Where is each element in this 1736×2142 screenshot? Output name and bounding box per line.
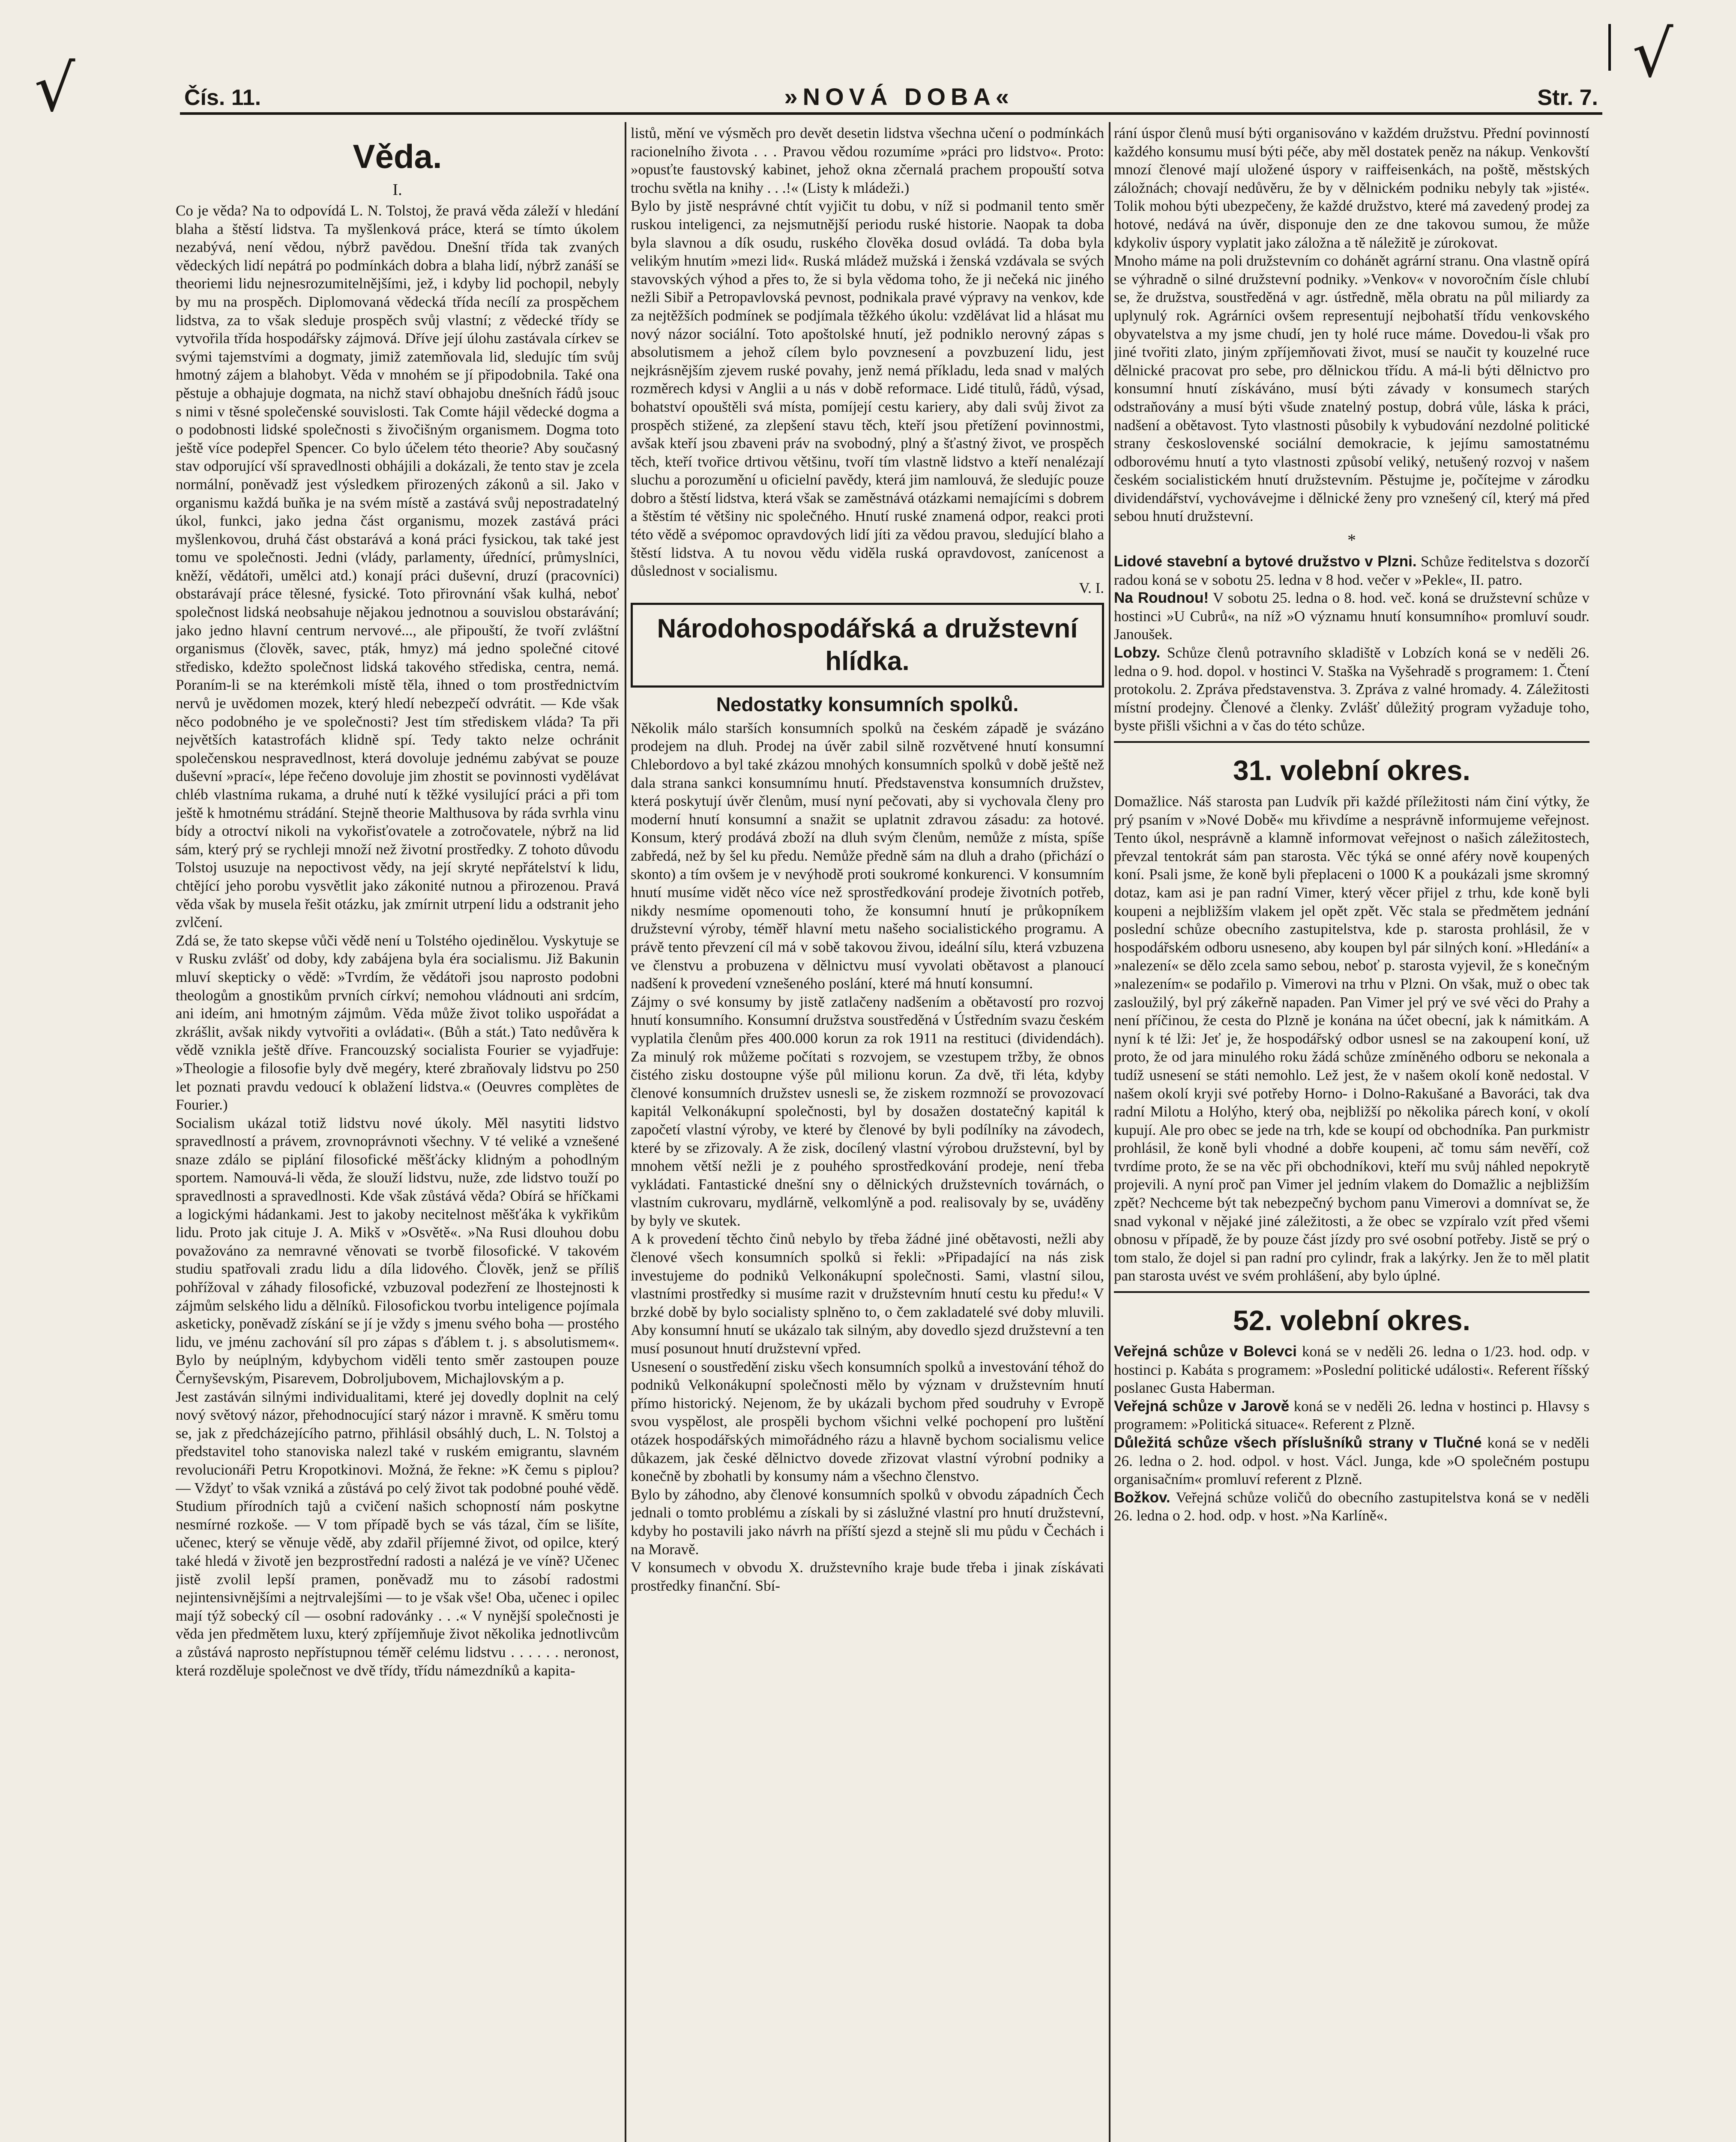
article-signature: V. I. [1079,579,1104,596]
notice-lead: Božkov. [1114,1489,1170,1506]
section-title: Národohospodářská a družstevní hlídka. [657,613,1078,676]
paragraph: Co je věda? Na to odpovídá L. N. Tolstoj, že pravá věda záleží v hledání blaha a štěstí lidstva. Ta myšlenková práce, která se tímto úkolem nezabývá, není vědou, nýbrž pavědou. Dnešní třída tak zvaných vědeckých lidí nepátrá po podmínkách dobra a blaha lidí, nýbrž zanáší se theoriemi lidu nejnesrozumitelnějšími, jež, i kdyby lid pochopil, nebyly by mu na prospěch. Diplomovaná vědecká třída necílí za prospěchem lidstva, za to však sleduje prospěch svůj vlastní; z vědecké třídy se vytvořila třída hospodářsky zájmová. Dříve její úlohu zastávala církev se svými tajemstvími a dogmaty, jimiž zatemňovala lid, sledujíc tím svůj hmotný zájem a blahobyt. Věda v mnohém se jí připodobnila. Také ona pěstuje a obhajuje dogmata, na nichž staví obhajobu dnešních řádů jsouc s nimi v těsné společenské souvislosti. Tak Comte hájil vědecké dogma a o podobnosti lidské společnosti s živočišným organismem. Dogma toto ještě více podepřel Spencer. Co bylo účelem této theorie? Aby současný stav odporující vší spravedlnosti obhájili a dokázali, že tento stav je zcela normální, poněvadž jest výsledkem přirozených zákonů a sil. Jako v organismu každá buňka je na svém místě a zastává svůj nepostradatelný úkol, funkci, jako jedna část organismu, mozek zastává práci myšlenkovou, druhá část obstarává a koná práci fysickou, tak také jest tomu ve společnosti. Jedni (vlády, parlamenty, úřednící, průmyslníci, kněží, vědátoři, umělci atd.) konají práci duševní, druzí (pracovníci) obstarávají práce tělesné, fysické. Toto přirovnání však kulhá, neboť společnost lidská neobsahuje nějakou jednotnou a souvislou obstarávání; jako jedno hlavní centrum nervové..., ale připouští, že tvoří zvláštní organismus (člověk, savec, pták, hmyz) má jedno společné citové středisko, kdežto společnost lidská takového střediska, centra, nemá. Poraním-li se na kterémkoli místě těla, ihned o tom prostřednictvím nervů je uvědomen mozek, který hledí nebezpečí odvrátit. — Kde však něco podobného je ve společnosti? Jest tím střediskem vláda? Ta při největších katastrofách klidně spí. Tedy takto nelze ochránit společenskou nespravedlnost, která dovoluje jednému zabývat se pouze duševní »prací«, lépe řečeno dovoluje jim zhostit se povinnosti vydělávat chléb vlastníma rukama, a druhé nutí k těžké vysilující práci a při tom ještě k hmotnému strádání. Stejně theorie Malthusova by ráda svrhla vinu bídy a otroctví nikoli na vykořisťovatele a zotročovatele, nýbrž na lid sám, který prý se rychleji množí než životní prostředky. Z tohoto důvodu Tolstoj usuzuje na nepoctivost vědy, na její skryté nepřátelství k lidu, chtějící jeho porobu vysvětlit jako zákonité nutnou a přirozenou. Pravá věda však by musela řešit otázku, jak zmírnit utrpení lidu a odstranit jeho zvlčení. [176,202,619,931]
section-box [631,603,1104,688]
notice-text: koná se v neděli 26. ledna v hostinci p. Hlavsy s programem: »Politická situace«. Referent z Plzně. [1114,1397,1589,1433]
notice-lead: Na Roudnou! [1114,589,1209,607]
column-divider-1 [625,122,626,2142]
notice [1114,1434,1589,1489]
section-separator: * [1347,530,1356,550]
notice-lead: Lobzy. [1114,644,1161,661]
article-subtitle: Nedostatky konsumních spolků. [716,693,1019,715]
notice [1114,1397,1589,1434]
paragraph: Bylo by záhodno, aby členové konsumních spolků v obvodu západních Čech jednali o tomto problému a získali by si záslužné vlastní pro hnutí družstevní, kdyby ho postavili jako návrh na příští sjezd a stejně sli mu půdu v Čechách i na Moravě. [631,1486,1104,1558]
paragraph: V konsumech v obvodu X. družstevního kraje bude třeba i jinak získávati prostředky finanční. Sbí- [631,1559,1104,1594]
notice-text: koná se v neděli 26. ledna o 1/23. hod. odp. v hostinci p. Kabáta s programem: »Poslední politické události«. Referent říšský poslanec Gusta Haberman. [1114,1343,1589,1397]
paragraph: Zájmy o své konsumy by jistě zatlačeny nadšením a obětavostí pro rozvoj hnutí konsumního. Konsumní družstva soustředěná v Ústředním svazu českém vyplatila členům přes 400.000 korun za rok 1911 na restituci (dividendách). Za minulý rok můžeme počítati s rozvojem, se vzestupem tržby, že obnos čistého zisku dostoupne výše půl milionu korun. Za dvě, tři léta, kdyby členové konsumních družstev usnesli se, že ziskem rozmnoží se provozovací kapitál Velkonákupní společnosti, byl by dosažen dostatečný kapitál k započetí vlastní výroby, ve které by členové by byli podílníky na závodech, které by se zřizovaly. A že zisk, docílený vlastní výrobou družstevní, byl by mnohem větší nežli je z pouhého sprostředkování prodeje, není třeba vykládati. Fantastické dnešní sny o dělnických družstevních továrnách, o vlastním cukrovaru, mydlárně, velkomlýně a pod. realisovaly by se, uváděny by byly ve skutek. [631,993,1104,1229]
right-check-mark: √ [1632,17,1673,92]
newspaper-title: »NOVÁ DOBA« [784,83,1015,110]
paragraph: Socialism ukázal totiž lidstvu nové úkoly. Měl nasytiti lidstvo spravedlností a právem, zrovnoprávnoti všechny. V té veliké a vznešené snaze zdálo se piplání filosofické měšťácky klidným a pohodlným sportem. Namouvá-li věda, že slouží lidstvu, nuže, zde lidstvo touží po spravedlnosti a spravedlnosti. Kde však zůstává věda? Obírá se hříčkami a logickými hádankami. Jest to jakoby necitelnost měšťáka k vykřikům lidu. Proto jak cituje J. A. Mikš v »Osvětě«. »Na Rusi dlouhou dobu považováno za nemravné věnovati se tvorbě filosofické. V takovém studiu spatřovali zradu lidu a díla lidového. Člověk, jenž se příliš pohřížoval v záhady filosofické, vzbuzoval podezření ze lhostejnosti k zájmům selského lidu a dělníků. Filosofickou tvorbu inteligence pojímala asketicky, poněvadž získání se jí je vždy s jmenu svého boha — prostého lidu, ve jménu zachování síl pro zápas s ďáblem t. j. s absolutismem«. Bylo by neúplným, kdybychom viděli tento směr zastoupen pouze Černyševským, Pisarevem, Dobroljubovem, Michajlovským a p. [176,1114,619,1387]
notice-lead: Lidové stavební a bytové družstvo v Plzni. [1114,553,1417,570]
article-part: I. [392,181,402,199]
notice-lead: Veřejná schůze v Bolevci [1114,1343,1297,1360]
header-rule [180,112,1602,115]
notice [1114,1343,1589,1397]
issue-number: Čís. 11. [184,85,261,110]
section-rule [1114,741,1589,743]
left-check-mark: √ [34,51,75,126]
section-heading: 31. volební okres. [1233,754,1470,786]
section-heading: 52. volební okres. [1233,1304,1470,1337]
paragraph: listů, mění ve výsměch pro devět desetin lidstva všechna učení o podmínkách racionelního života . . . Pravou vědou rozumíme »práci pro lidstvo«. Proto: »opusťte faustovský kabinet, jehož okna zčernalá prachem propouští sotva trochu světla na knihy . . .!« (Listy k mládeži.) [631,125,1104,196]
article-title: Věda. [353,138,442,175]
notice [1114,1489,1589,1525]
notice [1114,553,1589,589]
column-2 [631,124,1104,2142]
notice-lead: Veřejná schůze v Jarově [1114,1397,1290,1415]
right-margin-stroke: | [1604,14,1615,71]
section-rule [1114,1291,1589,1293]
notice-text: Schůze členů potravního skladiště v Lobzích koná se v neděli 26. ledna o 9. hod. dopol. v hostinci V. Staška na Vyšehradě s programem: 1. Čtení protokolu. 2. Zpráva představenstva. 3. Zpráva z valné hromady. 4. Záležitosti místní prodejny. Členové a členky. Zvlášť důležitý program vyžaduje toho, byste přišli všichni a v čas do této schůze. [1114,644,1589,734]
paragraph: rání úspor členů musí býti organisováno v každém družstvu. Přední povinností každého konsumu musí býti péče, aby měl dostatek peněz na nákup. Venkovští mnozí členové mají uložené úspory v raiffeisenkách, na poště, městských záložnách; chovají nedůvěru, že by v dělnickém podniku nebyly tak »jisté«. Tolik mohou býti ubezpečeny, že každé družstvo, které má zavedený prodej za hotové, nedává na úvěr, disponuje den ze dne takovou sumou, že může kdykoliv úspory vyplatit jako záložna a tě náležitě je zúrokovat. [1114,125,1589,251]
column-3 [1114,124,1589,2142]
notice-text: Schůze ředitelstva s dozorčí radou koná se v sobotu 25. ledna v 8 hod. večer v »Pekle«, II. patro. [1114,553,1589,588]
page-number: Str. 7. [1537,85,1598,110]
notice [1114,644,1589,735]
paragraph: Mnoho máme na poli družstevním co dohánět agrární stranu. Ona vlastně opírá se výhradně o silné družstevní podniky. »Venkov« v novoročním čísle chlubí se, že družstva, soustředěná v agr. ústředně, měla obratu na půl miliardy za uplynulý rok. Agrárníci ovšem representují nejbohatší třídu venkovského obyvatelstva a my jsme chudí, jen ty holé ruce máme. Dovedou-li však pro jiné tvořiti zlato, jiným zpříjemňovati život, musí se naučit ty kouzelné ruce dělnické pracovat pro sebe, pro dělnickou třídu. A má-li býti dělnictvo pro konsumní hnutí získáváno, musí býti závady v konsumech starých odstraňovány a musí býti všude znatelný postup, dobrá vůle, láska k práci, nadšení a obětavost. Tyto vlastnosti působily k vybudování nezdolné politické strany československé sociální demokracie, k jejímu samostatnému odborovému hnutí a tyto vlastnosti způsobí veliký, netušený rozvoj v našem českém socialistickém hnutí družstevním. Pěstujme je, počítejme v zárodku dividendářství, vychovávejme i dělnické ženy pro vznešený cíl, který má před sebou hnutí družstevní. [1114,252,1589,525]
paragraph: Zdá se, že tato skepse vůči vědě není u Tolstého ojedinělou. Vyskytuje se v Rusku zvlášť od doby, kdy zabájena byla éra socialismu. Již Bakunin mluví skepticky o vědě: »Tvrdím, že vědátoři jsou naprosto podobni theologům a gnostikům prvních církví; nemohou vládnouti ani srdcím, ani ideím, ani hmotným zájmům. Věda může život toliko uspořádat a zkrášlit, avšak nikdy vytvořiti a ovládati«. (Bůh a stát.) Tato nedůvěra k vědě vznikla ještě dříve. Francouzský socialista Fourier se vyjadřuje: »Theologie a filosofie byly dvě megéry, které zbraňovaly lidstvu po 250 let poznati pravdu vedoucí k oblažení lidstva.« (Oeuvres complètes de Fourier.) [176,932,619,1113]
notice-text: V sobotu 25. ledna o 8. hod. več. koná se družstevní schůze v hostinci »U Cubrů«, na níž »O významu hnutí konsumního« promluví soudr. Janoušek. [1114,589,1589,643]
notice [1114,589,1589,644]
column-1 [176,124,619,2142]
paragraph: A k provedení těchto činů nebylo by třeba žádné jiné obětavosti, nežli aby členové všech konsumních spolků si řekli: »Připadající na nás zisk investujeme do podniků Velkonákupní společnosti. Sami, vlastní silou, vlastními prostředky si musíme razit v družstevním hnutí cestu ku předu!« V brzké době by bylo socialisty splněno to, o čem zakladatelé své doby mluvili. Aby konsumní hnutí se ukázalo tak silným, aby dovedlo sjezd družstevní a ten musí posunout hnutí družstevní vpřed. [631,1230,1104,1357]
paragraph: Usnesení o soustředění zisku všech konsumních spolků a investování téhož do podniků Velkonákupní společnosti mělo by význam v družstevním hnutí přímo historický. Nejenom, že by ukázali bychom před soudruhy v Evropě svou vyspělost, ale prospěli bychom všichni velké pochopení pro luštění otázek hospodářských mimořádného rázu a hlavně bychom socialismu velice důkazem, jak české dělnictvo dovede zřizovat vlastní výrobní podniky a konečně by zbohatli by konsumy nám a všechno členstvo. [631,1358,1104,1485]
column-divider-2 [1109,122,1110,2142]
paragraph: Jest zastáván silnými individualitami, které jej dovedly doplnit na celý nový světový názor, přehodnocující starý názor i mravně. K směru tomu se, jak z předcházejícího patrno, přihlásil obsáhlý duch, L. N. Tolstoj a představitel toho stanoviska nalezl také v ruském emigrantu, slavném revolucionáři Petru Kropotkinovi. Možná, že řekne: »K čemu s piplou? — Vždyť to však vzniká a zůstává po celý život tak podobné pouhé vědě. Studium přírodních tajů a cvičení našich schopností nám poskytne nesmírné rozkoše. — V tom případě bych se vás tázal, čím se lišíte, učenec, který se věnuje vědě, aby zdařil příjemné život, od opilce, který také hledá v životě jen bezprostřední radosti a nalézá je ve víně? Učenec jistě zvolil lepší pramen, poněvadž mu to zásobí radostmi nejintensivnějšími a nejtrvalejšími — to je však vše! Oba, učenec i opilec mají týž sobecký cíl — osobní radovánky . . .« V nynější společnosti je věda jen předmětem luxu, který zpříjemňuje život několika jednotlivcům a zůstává naprosto nepřístupnou téměř celému lidstvu . . . . . . neronost, která rozděluje společnost ve dvě třídy, třídu námezdníků a kapita- [176,1388,619,1679]
paragraph: Několik málo starších konsumních spolků na českém západě je svázáno prodejem na dluh. Prodej na úvěr zabil silně rozvětvené hnutí konsumní Chlebordovo a byl také zkázou mnohých konsumních spolků v době ještě než dala strana sankci konsumnímu hnutí. Představenstva konsumních družstev, která poskytují úvěr členům, musí nyní pečovati, aby si vychovala členy pro moderní hnutí konsumní a snažit se uplatnit zdravou zásadu: za hotové. Konsum, který prodává zboží na dluh svým členům, nemůže z místa, spíše zabředá, než by šel ku předu. Nemůže předně sám na dluh a draho (přichází o skonto) a tím ovšem je v nevýhodě proti soukromé konkurenci. V konsumním hnutí musíme vidět něco více než sprostředkování prodeje životních potřeb, nikdy nesmíme opomenouti toho, že konsumní hnutí je průkopníkem družstevní výroby, téměř hlavní metu našeho socialistického programu. A právě tento převzení cíl má v sobě takovou živou, ideální sílu, která vzbuzena ve členstvu a probuzena v dělnictvu musí vyvolati obětavost a planoucí nadšení k provedení vznešeného poslání, které má hnutí konsumní. [631,719,1104,992]
page-header [184,81,1598,111]
paragraph: Domažlice. Náš starosta pan Ludvík při každé příležitosti nám činí výtky, že prý psaním v »Nové Době« mu křivdíme a nesprávně informujeme veřejnost. Tento úkol, nesprávně a klamně informovat veřejnost o našich záležitostech, převzal tentokrát sám pan starosta. Věc týká se onné aféry nově koupených koní. Psali jsme, že koně byli přeplaceni o 1000 K a poukázali jsme skromný dotaz, kam asi je pan radní Vimer, který věcer přijel z trhu, kde koně byli koupeni a nejbližším vlakem jel opět zpět. Věc stala se předmětem jednání poslední schůze obecního zastupitelstva, kde p. starosta prohlásil, že v hospodářském odboru usneseno, aby koupen byl pár silných koní. »Hledání« a »nalezení« se dělo zcela samo sebou, neboť p. starosta vyjevil, že s konečným »nalezením« se podařilo p. Vimerovi na trhu v Plzni. On však, muž o obec tak zasloužilý, byl prý zákeřně napaden. Pan Vimer jel prý ve své věci do Prahy a není příčinou, že cesta do Plzně je konána na účet obecní, jak k námitkám. A nyní k té lži: Jeť je, že hospodářský odbor usnesl se na zakoupení koní, už proto, že od jara minulého roku žádá schůze zmíněného odboru se nekonala a tudíž usnesení se státi nemohlo. Lež jest, že v našem okolí koně nedostal. V našem okolí kryji své potřeby Horno- i Dolno-Rakušané a Bavoráci, tak dva radní Milotu a Holýho, který oba, nejbližší po několika párech koní, v okolí kupují. Ale pro obec se jede na trh, kde se koupí od obchodníka. Pan purkmistr prohlásil, že koně byli vhodné a dobře koupeni, ač tomu sám nevěří, což tvrdíme proto, že se na věc při obchodníkovi, kteří mu svůj náhled nepokrytě projevili. A nyní proč pan Vimer jel jedním vlakem do Domažlic a nejbližším zpět? Nechceme být tak nebezpečný bychom panu Vimerovi a domnívat se, že snad vykonal v nějaké jiné záležitosti, a že obec se vzpíralo vzít před všemi obnosu v případě, že by pouze část jízdy pro své osobní potřeby. Jistě se prý o tom stalo, že dojel si pan radní pro cylindr, frak a lakýrky. Jen že to měl platit pan starosta uvést ve svém prohlášení, aby bylo úplné. [1114,793,1589,1284]
paragraph: Bylo by jistě nesprávné chtít vyjičit tu dobu, v níž si podmanil tento směr ruskou inteligenci, za nejsmutnější periodu ruské historie. Naopak ta doba byla slavnou a dík osudu, ruského člověka dosud ovládá. Ta doba byla velikým hnutím »mezi lid«. Ruská mládež mužská i ženská vzdávala se svých stavovských výhod a přes to, že si byla vědoma toho, že ji nečeká nic jiného nežli Sibiř a Petropavlovská pevnost, podnikala pravé výpravy na venkov, kde za nejtěžších podmínek se podjímala těžkého úkolu: vzdělávat lid a hlásat mu nový názor sociální. Toto apoštolské hnutí, jež podniklo nerovný zápas s absolutismem a jehož cílem bylo povznesení a povzbuzení lidu, jest nejkrásnějším zjevem ruské povahy, jenž nemá příkladu, leda snad v malých rozměrech kdysi v Anglii a u nás v době reformace. Lidé titulů, řádů, výsad, bohatství opouštěli svá místa, pomíjejí cestu kariery, aby dali svůj život za prospěch stižené, za zlepšení stavu těch, kteří jsou přetížení povinnostmi, avšak kteří jsou zbaveni práv na svobodný, plný a šťastný život, ve prospěch těch, kteří tvořice drtivou většinu, tvoří tím vlastně lidstvo a kteří nenalézají sluchu a porozumění u oficielní pavědy, která jim namlouvá, že sledujíc pouze dobro a štěstí lidstva, která však se zaměstnává otázkami nemajícími s dobrem a štěstím té většiny nic společného. Hnutí ruské znamená odpor, reakci proti této vědě a svépomoc opravdových lidí jíti za vědou pravou, sledující blaho a štěstí lidstva. A tu novou vědu viděla ruská opravdovost, zanícenost a důslednost v socialismu. [631,197,1104,580]
notice-text: Veřejná schůze voličů do obecního zastupitelstva koná se v neděli 26. ledna o 2. hod. odp. v host. »Na Karlíně«. [1114,1489,1589,1524]
notice-lead: Důležitá schůze všech příslušníků strany v Tlučné [1114,1434,1482,1451]
notice-text: koná se v neděli 26. ledna o 2. hod. odpol. v host. Václ. Junga, kde »O společném postupu organisačním« promluví referent z Plzně. [1114,1434,1589,1488]
